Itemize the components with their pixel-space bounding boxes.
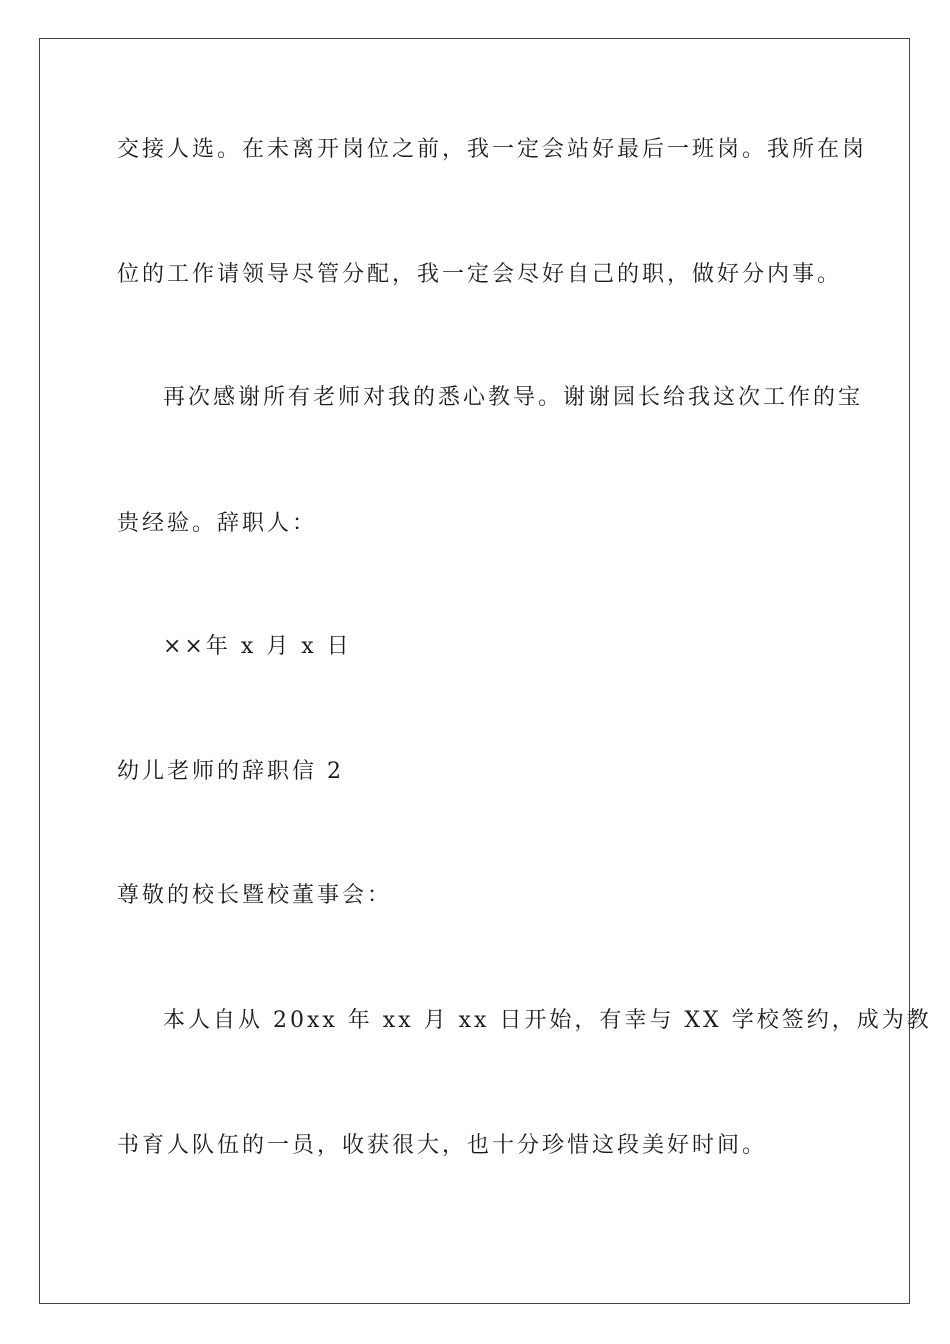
date-line: ××年 x 月 x 日 bbox=[163, 634, 352, 659]
salutation: 尊敬的校长暨校董事会： bbox=[117, 883, 393, 908]
paragraph-line: 本人自从 20xx 年 xx 月 xx 日开始，有幸与 XX 学校签约，成为教 bbox=[163, 1008, 932, 1033]
paragraph-line: 位的工作请领导尽管分配，我一定会尽好自己的职，做好分内事。 bbox=[117, 262, 843, 287]
page-border bbox=[39, 38, 910, 1304]
paragraph-line: 书育人队伍的一员，收获很大，也十分珍惜这段美好时间。 bbox=[117, 1133, 768, 1158]
paragraph-line: 交接人选。在未离开岗位之前，我一定会站好最后一班岗。我所在岗 bbox=[117, 137, 868, 162]
section-title: 幼儿老师的辞职信 2 bbox=[117, 759, 344, 784]
paragraph-line: 再次感谢所有老师对我的悉心教导。谢谢园长给我这次工作的宝 bbox=[163, 385, 864, 410]
paragraph-line: 贵经验。辞职人： bbox=[117, 511, 318, 536]
